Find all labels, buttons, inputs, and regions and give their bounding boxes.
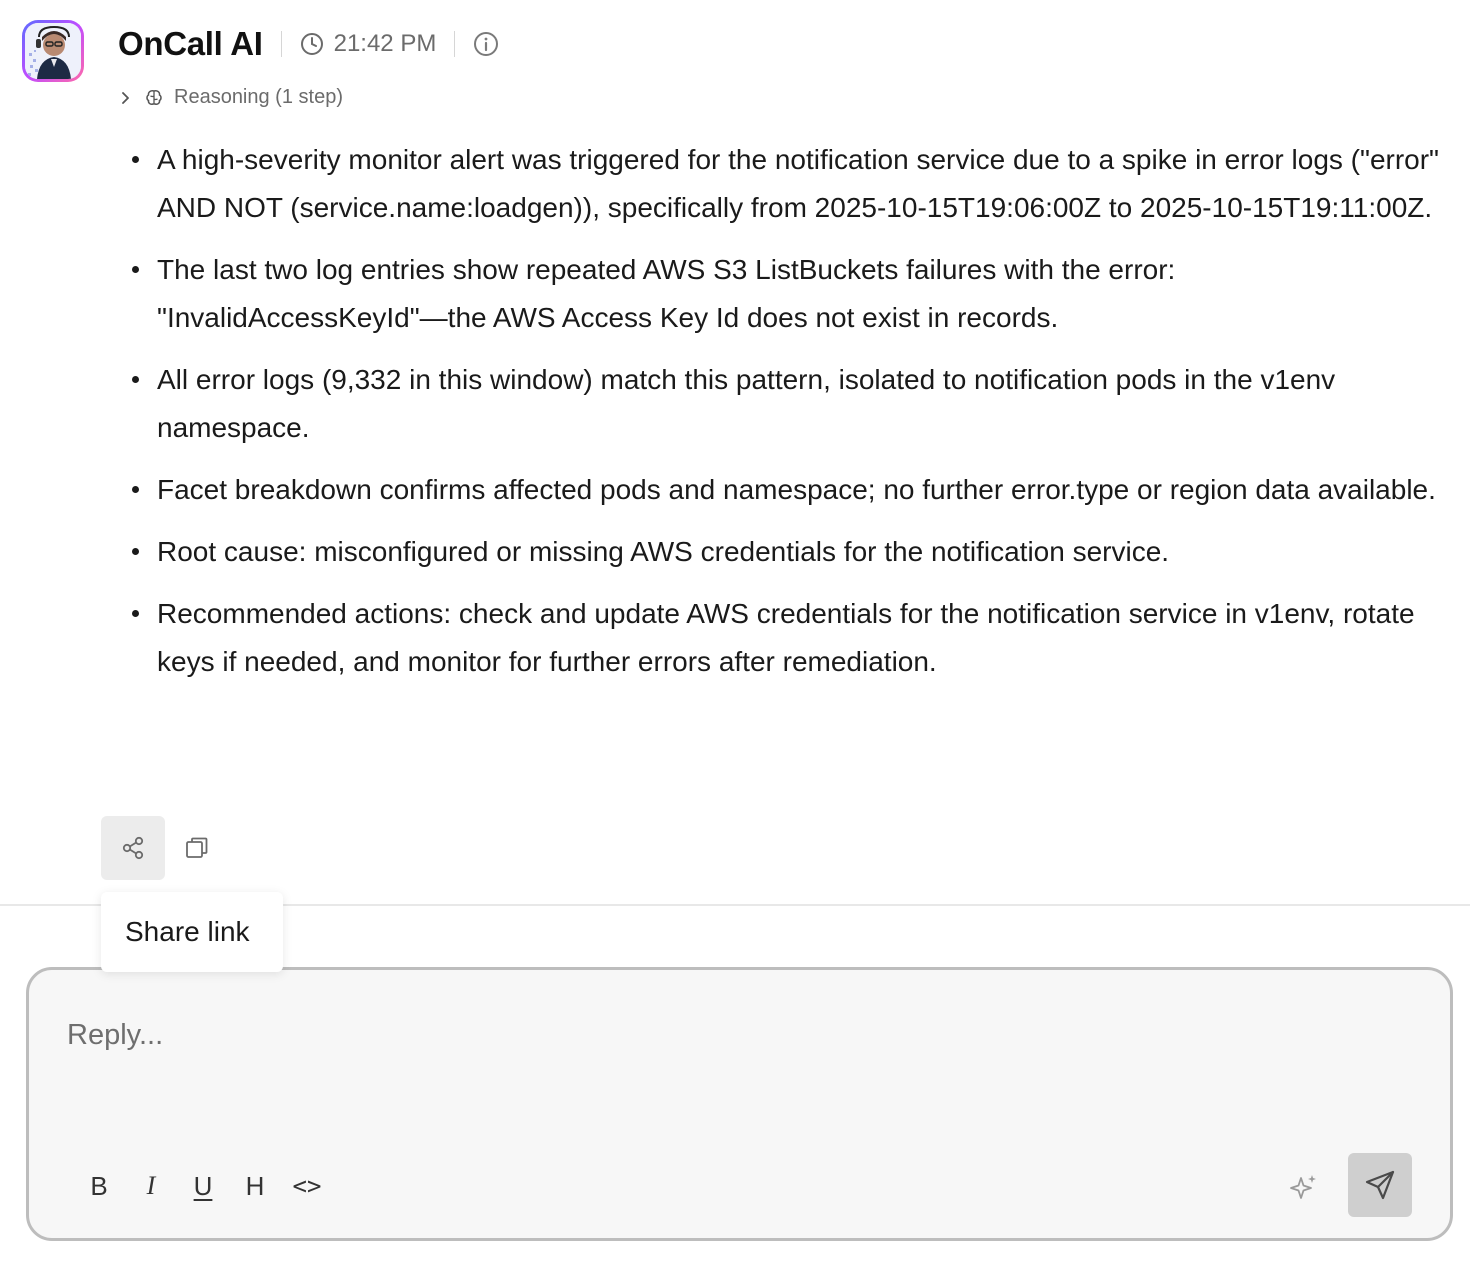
list-item: All error logs (9,332 in this window) match this pattern, isolated to notification pods in the v1env namespace.	[130, 356, 1440, 452]
send-icon	[1363, 1168, 1397, 1202]
reasoning-label: Reasoning (1 step)	[174, 86, 343, 108]
ai-assist-button[interactable]	[1282, 1166, 1326, 1210]
sparkle-icon	[1288, 1172, 1320, 1204]
avatar-image	[25, 23, 81, 79]
italic-button[interactable]: I	[146, 1171, 156, 1200]
brain-icon	[144, 88, 164, 108]
summary-list	[130, 136, 1440, 686]
send-button[interactable]	[1348, 1153, 1412, 1217]
message-time	[300, 30, 437, 58]
list-item: Facet breakdown confirms affected pods and namespace; no further error.type or region data available.	[130, 466, 1440, 514]
underline-button[interactable]: U	[193, 1170, 213, 1201]
header-divider	[281, 31, 282, 57]
message-actions	[101, 816, 229, 880]
info-icon	[473, 31, 499, 57]
heading-button[interactable]: H	[245, 1170, 265, 1201]
reasoning-toggle[interactable]	[118, 86, 343, 109]
copy-icon	[184, 835, 210, 861]
copy-button[interactable]	[165, 816, 229, 880]
sender-name: OnCall AI	[118, 25, 263, 62]
list-item: A high-severity monitor alert was triggered for the notification service due to a spike in error logs ("error" AND NOT (service.name:loadgen)), specifically from 2025-10-15T19:06:00Z to 2025-10-15T19:11:00Z.	[130, 136, 1440, 232]
code-button[interactable]: <>	[292, 1172, 322, 1200]
share-icon	[120, 835, 146, 861]
chevron-right-icon	[118, 90, 134, 106]
share-tooltip	[101, 892, 283, 972]
message-header	[118, 22, 499, 66]
header-divider	[454, 31, 455, 57]
reply-composer	[26, 967, 1453, 1241]
avatar-portrait-icon	[25, 23, 81, 79]
share-tooltip-text: Share link	[125, 916, 250, 947]
list-item: Recommended actions: check and update AWS credentials for the notification service in v1env, rotate keys if needed, and monitor for further errors after remediation.	[130, 590, 1440, 686]
bold-button[interactable]: B	[90, 1170, 108, 1201]
reply-input[interactable]	[67, 1010, 1267, 1060]
info-button[interactable]	[473, 31, 499, 57]
list-item: The last two log entries show repeated AWS S3 ListBuckets failures with the error: "InvalidAccessKeyId"—the AWS Access Key Id does not exist in records.	[130, 246, 1440, 342]
message-body	[130, 136, 1440, 700]
time-text: 21:42 PM	[333, 30, 437, 57]
format-toolbar	[73, 1166, 333, 1206]
clock-icon	[300, 32, 324, 56]
list-item: Root cause: misconfigured or missing AWS credentials for the notification service.	[130, 528, 1440, 576]
share-button[interactable]	[101, 816, 165, 880]
avatar	[22, 20, 84, 82]
